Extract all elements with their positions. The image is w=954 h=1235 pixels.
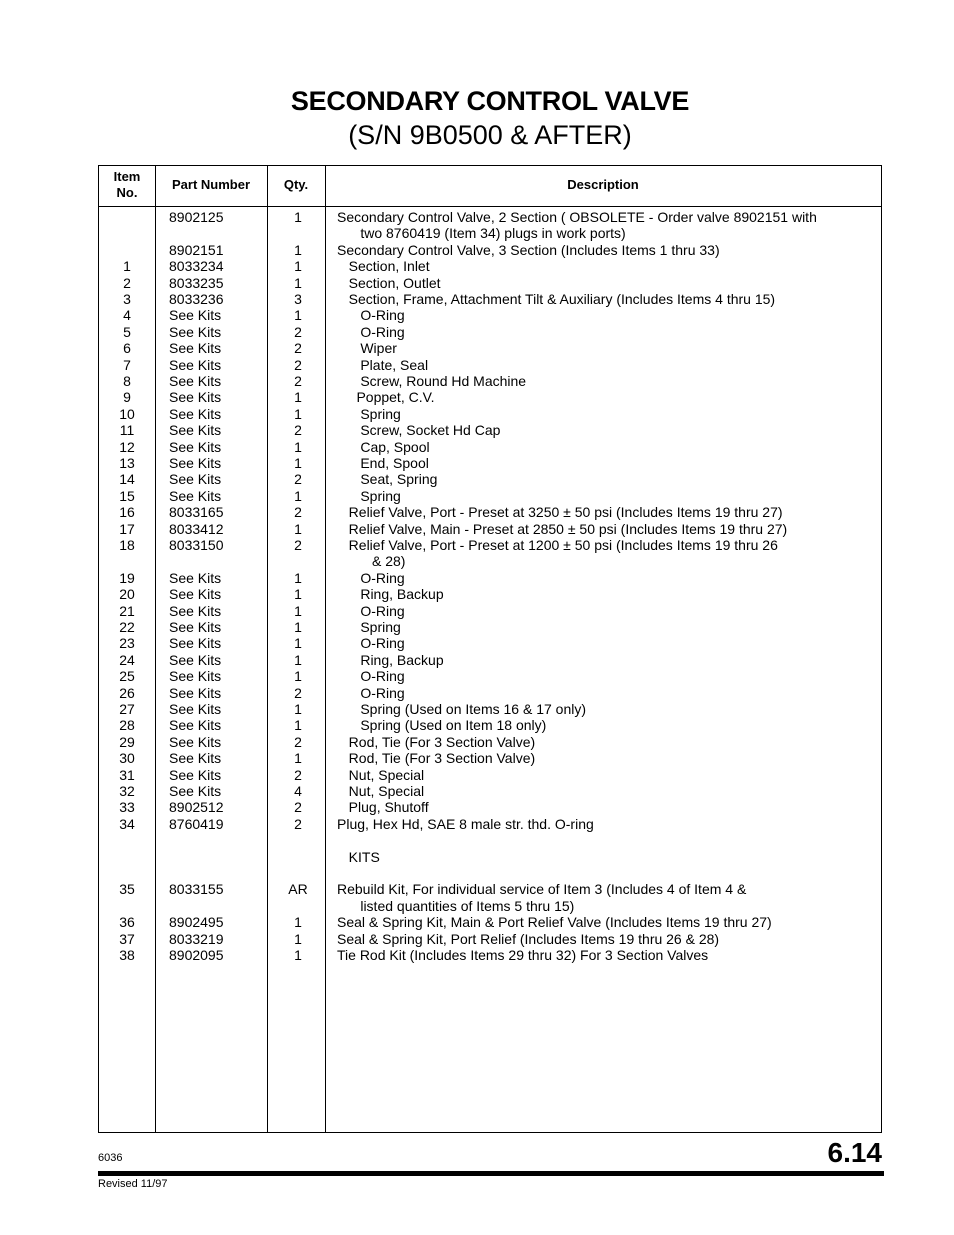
table-cell-part-number: See Kits xyxy=(169,635,222,652)
table-cell-description: Nut, Special xyxy=(337,766,425,783)
table-cell-part-number: See Kits xyxy=(169,783,222,799)
table-cell-description: End, Spool xyxy=(337,455,429,471)
table-cell-item: 33 xyxy=(119,799,135,816)
table-cell-qty: 1 xyxy=(294,602,302,619)
table-cell-part-number: 8033236 xyxy=(169,291,224,307)
table-cell-description: Spring (Used on Items 16 & 17 only) xyxy=(337,701,587,717)
table-cell-part-number: 8902151 xyxy=(169,241,224,258)
table-cell-part-number: 8033219 xyxy=(169,930,224,947)
table-cell-qty: 2 xyxy=(294,471,302,488)
table-cell-part-number: See Kits xyxy=(169,487,222,504)
table-cell-item: 22 xyxy=(119,619,135,635)
table-cell-part-number: See Kits xyxy=(169,733,222,750)
table-cell-item: 9 xyxy=(123,389,131,406)
table-cell-description: O-Ring xyxy=(337,307,405,324)
table-cell-description: Screw, Round Hd Machine xyxy=(337,373,527,389)
table-cell-item: 31 xyxy=(119,766,135,783)
table-cell-description: Nut, Special xyxy=(337,783,425,799)
table-cell-part-number: See Kits xyxy=(169,405,222,422)
table-cell-part-number: See Kits xyxy=(169,569,222,586)
table-cell-qty: 4 xyxy=(294,783,302,799)
table-cell-item: 25 xyxy=(119,668,135,685)
table-cell-part-number: 8033155 xyxy=(169,881,224,898)
header-part-number: Part Number xyxy=(171,177,251,192)
table-cell-part-number: 8033150 xyxy=(169,537,224,553)
table-cell-qty: 1 xyxy=(294,438,302,455)
table-cell-description: Section, Outlet xyxy=(337,274,441,291)
table-cell-part-number: See Kits xyxy=(169,586,222,603)
table-cell-part-number: See Kits xyxy=(169,373,222,389)
table-cell-qty: 1 xyxy=(294,569,302,586)
table-cell-part-number: 8033234 xyxy=(169,258,224,275)
table-cell-part-number: See Kits xyxy=(169,307,222,324)
table-cell-qty: 1 xyxy=(294,701,302,717)
revision-date: Revised 11/97 xyxy=(98,1178,168,1190)
parts-table xyxy=(98,165,882,1133)
table-cell-description: Rod, Tie (For 3 Section Valve) xyxy=(337,733,536,750)
table-cell-item: 14 xyxy=(119,471,135,488)
table-cell-qty: 2 xyxy=(294,323,302,340)
table-cell-qty: 2 xyxy=(294,373,302,389)
table-cell-description: O-Ring xyxy=(337,569,405,586)
table-cell-qty: 2 xyxy=(294,799,302,816)
table-cell-qty: 2 xyxy=(294,815,302,832)
table-cell-part-number: See Kits xyxy=(169,471,222,488)
table-cell-part-number: See Kits xyxy=(169,438,222,455)
table-cell-description: Spring xyxy=(337,619,401,635)
table-cell-description: Screw, Socket Hd Cap xyxy=(337,422,501,439)
table-cell-item: 21 xyxy=(119,602,135,619)
table-cell-qty: 1 xyxy=(294,455,302,471)
table-cell-item: 34 xyxy=(119,815,135,832)
page-title: SECONDARY CONTROL VALVE xyxy=(290,86,690,116)
table-cell-description: O-Ring xyxy=(337,684,405,701)
table-cell-item: 4 xyxy=(123,307,131,324)
table-cell-part-number: 8902512 xyxy=(169,799,224,816)
table-cell-part-number: 8902495 xyxy=(169,914,224,931)
table-cell-description: Relief Valve, Port - Preset at 1200 ± 50 psi (Includes Items 19 thru 26 xyxy=(337,537,778,553)
table-cell-part-number: See Kits xyxy=(169,340,222,357)
table-cell-qty: 1 xyxy=(294,947,302,963)
table-cell-description: Seal & Spring Kit, Port Relief (Includes Items 19 thru 26 & 28) xyxy=(337,930,720,947)
table-cell-item: 38 xyxy=(119,947,135,963)
table-cell-description: O-Ring xyxy=(337,602,405,619)
table-cell-description: Tie Rod Kit (Includes Items 29 thru 32) For 3 Section Valves xyxy=(337,947,709,963)
table-cell-qty: 1 xyxy=(294,619,302,635)
table-cell-part-number: 8033412 xyxy=(169,520,224,537)
table-cell-item: 29 xyxy=(119,733,135,750)
table-cell-item: 23 xyxy=(119,635,135,652)
table-cell-part-number: See Kits xyxy=(169,701,222,717)
table-cell-qty: 2 xyxy=(294,422,302,439)
table-cell-item: 36 xyxy=(119,914,135,931)
table-cell-item: 35 xyxy=(119,881,135,898)
table-cell-description: & 28) xyxy=(337,553,406,570)
table-cell-item: 37 xyxy=(119,930,135,947)
table-cell-part-number: See Kits xyxy=(169,668,222,685)
header-description: Description xyxy=(567,177,639,192)
table-cell-part-number: See Kits xyxy=(169,323,222,340)
table-cell-part-number: See Kits xyxy=(169,602,222,619)
table-cell-part-number: 8902125 xyxy=(169,209,224,225)
table-cell-item: 8 xyxy=(123,373,131,389)
footer-rule xyxy=(98,1171,884,1176)
table-cell-part-number: See Kits xyxy=(169,750,222,767)
table-cell-part-number: 8760419 xyxy=(169,815,224,832)
table-cell-part-number: See Kits xyxy=(169,766,222,783)
table-cell-description: Rebuild Kit, For individual service of Item 3 (Includes 4 of Item 4 & xyxy=(337,881,747,898)
table-cell-qty: 1 xyxy=(294,635,302,652)
table-cell-qty: 1 xyxy=(294,241,302,258)
table-cell-item: 7 xyxy=(123,356,131,373)
table-cell-part-number: See Kits xyxy=(169,619,222,635)
table-cell-description: Wiper xyxy=(337,340,397,357)
table-cell-item: 24 xyxy=(119,651,135,668)
document-code: 6036 xyxy=(98,1152,123,1164)
table-cell-item: 15 xyxy=(119,487,135,504)
table-cell-qty: 1 xyxy=(294,307,302,324)
table-cell-item: 26 xyxy=(119,684,135,701)
page-number: 6.14 xyxy=(827,1137,882,1168)
table-cell-description: O-Ring xyxy=(337,668,405,685)
table-cell-qty: 2 xyxy=(294,504,302,521)
table-cell-item: 16 xyxy=(119,504,135,521)
table-cell-description: Secondary Control Valve, 2 Section ( OBSOLETE - Order valve 8902151 with xyxy=(337,209,817,225)
table-cell-part-number: 8033165 xyxy=(169,504,224,521)
table-cell-item: 20 xyxy=(119,586,135,603)
table-cell-qty: 1 xyxy=(294,274,302,291)
table-cell-qty: 1 xyxy=(294,930,302,947)
column-divider xyxy=(155,166,156,1132)
table-cell-qty: 1 xyxy=(294,258,302,275)
table-cell-description: KITS xyxy=(337,848,380,865)
table-cell-part-number: See Kits xyxy=(169,422,222,439)
table-cell-qty: 2 xyxy=(294,733,302,750)
table-cell-item: 27 xyxy=(119,701,135,717)
table-cell-item: 28 xyxy=(119,717,135,734)
table-cell-part-number: See Kits xyxy=(169,651,222,668)
table-cell-item: 12 xyxy=(119,438,135,455)
table-cell-item: 10 xyxy=(119,405,135,422)
table-cell-description: Cap, Spool xyxy=(337,438,430,455)
table-cell-part-number: 8902095 xyxy=(169,947,224,963)
table-cell-qty: 1 xyxy=(294,717,302,734)
table-cell-qty: 2 xyxy=(294,766,302,783)
table-cell-item: 32 xyxy=(119,783,135,799)
table-cell-item: 30 xyxy=(119,750,135,767)
table-cell-qty: 2 xyxy=(294,684,302,701)
table-cell-description: Secondary Control Valve, 3 Section (Includes Items 1 thru 33) xyxy=(337,241,720,258)
header-item-no: Item No. xyxy=(113,169,141,200)
table-cell-description: Ring, Backup xyxy=(337,651,444,668)
table-cell-qty: 1 xyxy=(294,487,302,504)
table-cell-description: O-Ring xyxy=(337,323,405,340)
table-cell-description: Seal & Spring Kit, Main & Port Relief Valve (Includes Items 19 thru 27) xyxy=(337,914,772,931)
header-divider xyxy=(99,206,881,207)
table-cell-description: Seat, Spring xyxy=(337,471,438,488)
table-cell-description: Ring, Backup xyxy=(337,586,444,603)
table-cell-part-number: See Kits xyxy=(169,717,222,734)
table-cell-description: O-Ring xyxy=(337,635,405,652)
table-cell-qty: 1 xyxy=(294,651,302,668)
table-cell-description: listed quantities of Items 5 thru 15) xyxy=(337,897,575,914)
header-qty: Qty. xyxy=(283,177,309,192)
table-cell-item: 3 xyxy=(123,291,131,307)
table-cell-description: Plate, Seal xyxy=(337,356,429,373)
table-cell-qty: 1 xyxy=(294,389,302,406)
table-cell-qty: 1 xyxy=(294,750,302,767)
table-cell-item: 19 xyxy=(119,569,135,586)
table-cell-description: Poppet, C.V. xyxy=(337,389,435,406)
table-cell-item: 17 xyxy=(119,520,135,537)
table-cell-item: 13 xyxy=(119,455,135,471)
table-cell-qty: 2 xyxy=(294,537,302,553)
table-cell-description: Relief Valve, Port - Preset at 3250 ± 50 psi (Includes Items 19 thru 27) xyxy=(337,504,783,521)
table-cell-description: Spring (Used on Item 18 only) xyxy=(337,717,547,734)
table-cell-description: Spring xyxy=(337,405,401,422)
table-cell-description: Spring xyxy=(337,487,401,504)
table-cell-item: 2 xyxy=(123,274,131,291)
table-cell-qty: 1 xyxy=(294,520,302,537)
table-cell-part-number: See Kits xyxy=(169,455,222,471)
table-cell-item: 6 xyxy=(123,340,131,357)
table-cell-item: 5 xyxy=(123,323,131,340)
table-cell-part-number: 8033235 xyxy=(169,274,224,291)
table-cell-description: Rod, Tie (For 3 Section Valve) xyxy=(337,750,536,767)
table-cell-qty: 1 xyxy=(294,668,302,685)
page-subtitle: (S/N 9B0500 & AFTER) xyxy=(348,120,632,150)
table-cell-qty: 1 xyxy=(294,586,302,603)
table-cell-description: two 8760419 (Item 34) plugs in work ports) xyxy=(337,225,626,242)
table-cell-part-number: See Kits xyxy=(169,356,222,373)
table-cell-item: 18 xyxy=(119,537,135,553)
table-cell-item: 11 xyxy=(119,422,135,439)
table-cell-qty: 1 xyxy=(294,914,302,931)
table-cell-qty: 1 xyxy=(294,209,302,225)
table-cell-description: Relief Valve, Main - Preset at 2850 ± 50 psi (Includes Items 19 thru 27) xyxy=(337,520,788,537)
table-cell-part-number: See Kits xyxy=(169,684,222,701)
table-cell-qty: AR xyxy=(288,881,308,898)
table-cell-description: Section, Inlet xyxy=(337,258,430,275)
table-cell-qty: 1 xyxy=(294,405,302,422)
column-divider xyxy=(267,166,268,1132)
table-cell-qty: 3 xyxy=(294,291,302,307)
table-cell-description: Plug, Shutoff xyxy=(337,799,429,816)
table-cell-qty: 2 xyxy=(294,340,302,357)
table-cell-item: 1 xyxy=(123,258,131,275)
table-cell-description: Section, Frame, Attachment Tilt & Auxiliary (Includes Items 4 thru 15) xyxy=(337,291,776,307)
table-cell-qty: 2 xyxy=(294,356,302,373)
table-cell-description: Plug, Hex Hd, SAE 8 male str. thd. O-ring xyxy=(337,815,594,832)
table-cell-part-number: See Kits xyxy=(169,389,222,406)
